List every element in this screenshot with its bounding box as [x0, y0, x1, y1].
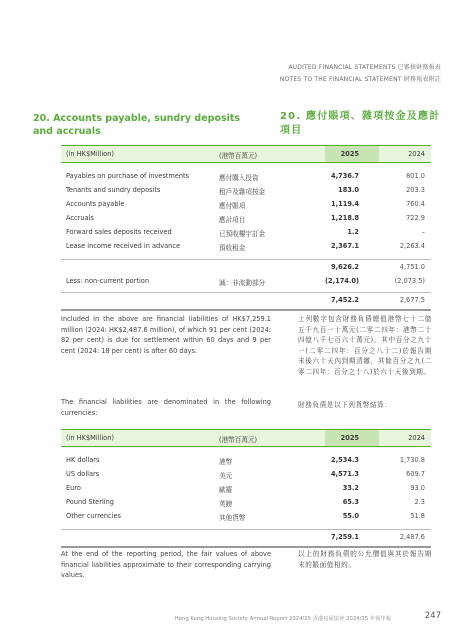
year-current-header: 2025 — [340, 150, 359, 158]
row-label-zh: 預收租金 — [219, 244, 246, 252]
row-label-en: Tenants and sundry deposits — [66, 186, 161, 194]
table-row — [61, 239, 431, 253]
table-row — [61, 495, 431, 509]
total-row — [61, 292, 431, 311]
running-header-section: AUDITED FINANCIAL STATEMENTS 已審核財務報表 — [288, 64, 441, 71]
fair-value-note-zh: 以上的財務負債的公允價值與其於報告期末的賬面值相約。 — [298, 550, 432, 569]
value-2024: 93.0 — [410, 484, 425, 492]
total-2024: 2,677.5 — [399, 296, 425, 304]
liabilities-note-en: Included in the above are financial liabilities of HK$7,259.1 million (2024: HK$2,487.6 million), of which 91 per cent (2024: 82 per cent) is due for settlement within 60 days and 9 per cent (2024: 18 per cent) is after 60 days. — [61, 315, 271, 355]
table-row — [61, 211, 431, 225]
currency-intro-en: The financial liabilities are denominated in the following currencies: — [61, 398, 271, 417]
row-label-en: Forward sales deposits received — [66, 228, 172, 236]
row-label-en: Accruals — [66, 214, 94, 222]
currency-en: Other currencies — [66, 512, 121, 520]
unit-label-zh: (港幣百萬元) — [219, 152, 258, 160]
table-row — [61, 225, 431, 239]
value-2024: 2.3 — [414, 498, 425, 506]
value-2025: 2,367.1 — [331, 242, 359, 250]
row-label-zh: 租戶及雜項按金 — [219, 188, 266, 196]
unit-label-en: (in HK$Million) — [66, 434, 114, 442]
value-2024: (2,073.5) — [394, 277, 425, 285]
section-title-en: 20. Accounts payable, sundry deposits and accruals — [33, 113, 241, 137]
table-row — [61, 453, 431, 467]
section-title-zh: 20. 應付賬項、雜項按金及應計項目 — [280, 111, 441, 136]
total-2025: 7,259.1 — [331, 533, 359, 541]
table-header — [61, 429, 431, 447]
row-label-zh: 已預收樓宇訂金 — [219, 230, 266, 238]
subtotal-row — [61, 259, 431, 274]
value-2024: 2,263.4 — [399, 242, 425, 250]
value-2024: – — [421, 228, 425, 236]
currency-zh: 英鎊 — [219, 500, 233, 508]
value-2024: 1,730.8 — [399, 456, 425, 464]
table-row — [61, 467, 431, 481]
unit-label-en: (in HK$Million) — [66, 150, 114, 158]
liabilities-note-zh: 上列數字包含財務負債總值港幣七十二億五千九百一十萬元(二零二四年：港幣二十四億八千七百六十萬元)，其中百分之九十一(二零二四年：百分之八十二)於報告期末後六十天內到期清繳，其餘百分之九(二零二四年：百分之十八)於六十天後到期。 — [298, 315, 432, 376]
row-label-en: Payables on purchase of investments — [66, 172, 190, 180]
table-header — [61, 145, 431, 163]
value-2025: 33.2 — [342, 484, 359, 492]
year-prior-header: 2024 — [408, 434, 425, 442]
value-2025: 4,736.7 — [331, 172, 359, 180]
total-2024: 2,487.6 — [399, 533, 425, 541]
value-2025: 183.0 — [338, 186, 359, 194]
value-2025: 1,218.8 — [331, 214, 359, 222]
table-row — [61, 481, 431, 495]
unit-label-zh: (港幣百萬元) — [219, 436, 258, 444]
value-2025: 65.3 — [342, 498, 359, 506]
value-2025: 55.0 — [342, 512, 359, 520]
total-row — [61, 529, 431, 548]
value-2025: (2,174.0) — [325, 277, 359, 285]
value-2024: 722.9 — [406, 214, 425, 222]
value-2025: 4,571.3 — [331, 470, 359, 478]
currency-zh: 港幣 — [219, 458, 233, 466]
row-label-zh: 應付賬項 — [219, 202, 246, 210]
value-2025: 1.2 — [347, 228, 359, 236]
row-label-en: Accounts payable — [66, 200, 125, 208]
row-label-en: Less: non-current portion — [66, 277, 150, 285]
currency-intro-zh: 財務負債是以下列貨幣結算： — [298, 401, 392, 409]
fair-value-note-en: At the end of the reporting period, the fair values of above financial liabilities approximate to their corresponding carrying values. — [61, 550, 271, 579]
value-2024: 801.0 — [406, 172, 425, 180]
subtotal-2025: 9,626.2 — [331, 263, 359, 271]
currency-zh: 美元 — [219, 472, 233, 480]
value-2025: 1,119.4 — [331, 200, 359, 208]
table-row — [61, 169, 431, 183]
currency-table — [61, 429, 431, 548]
currency-zh: 其他貨幣 — [219, 514, 246, 522]
year-current-header: 2025 — [340, 434, 359, 442]
table-row — [61, 183, 431, 197]
currency-en: Pound Sterling — [66, 498, 114, 506]
row-label-zh: 應付購入投資 — [219, 174, 259, 182]
total-2025: 7,452.2 — [331, 296, 359, 304]
year-prior-header: 2024 — [408, 150, 425, 158]
footer-publication: Hong Kong Housing Society Annual Report 2024/25 香港房屋協會 2024/25 年報年報 — [174, 616, 391, 622]
currency-en: HK dollars — [66, 456, 100, 464]
row-label-zh: 應計項目 — [219, 216, 246, 224]
row-label-zh: 減：非流動部分 — [219, 279, 266, 287]
subtotal-2024: 4,751.0 — [399, 263, 425, 271]
page-number: 247 — [424, 611, 441, 621]
table-row — [61, 197, 431, 211]
currency-en: Euro — [66, 484, 81, 492]
value-2024: 203.3 — [406, 186, 425, 194]
table-row — [61, 509, 431, 523]
noncurrent-row — [61, 274, 431, 288]
value-2024: 609.7 — [406, 470, 425, 478]
running-header-subsection: NOTES TO THE FINANCIAL STATEMENT 財務報表附註 — [279, 76, 441, 83]
value-2025: 2,534.3 — [331, 456, 359, 464]
currency-zh: 歐羅 — [219, 486, 233, 494]
value-2024: 760.4 — [406, 200, 425, 208]
value-2024: 51.8 — [410, 512, 425, 520]
row-label-en: Lease income received in advance — [66, 242, 181, 250]
currency-en: US dollars — [66, 470, 100, 478]
payables-table — [61, 145, 431, 311]
